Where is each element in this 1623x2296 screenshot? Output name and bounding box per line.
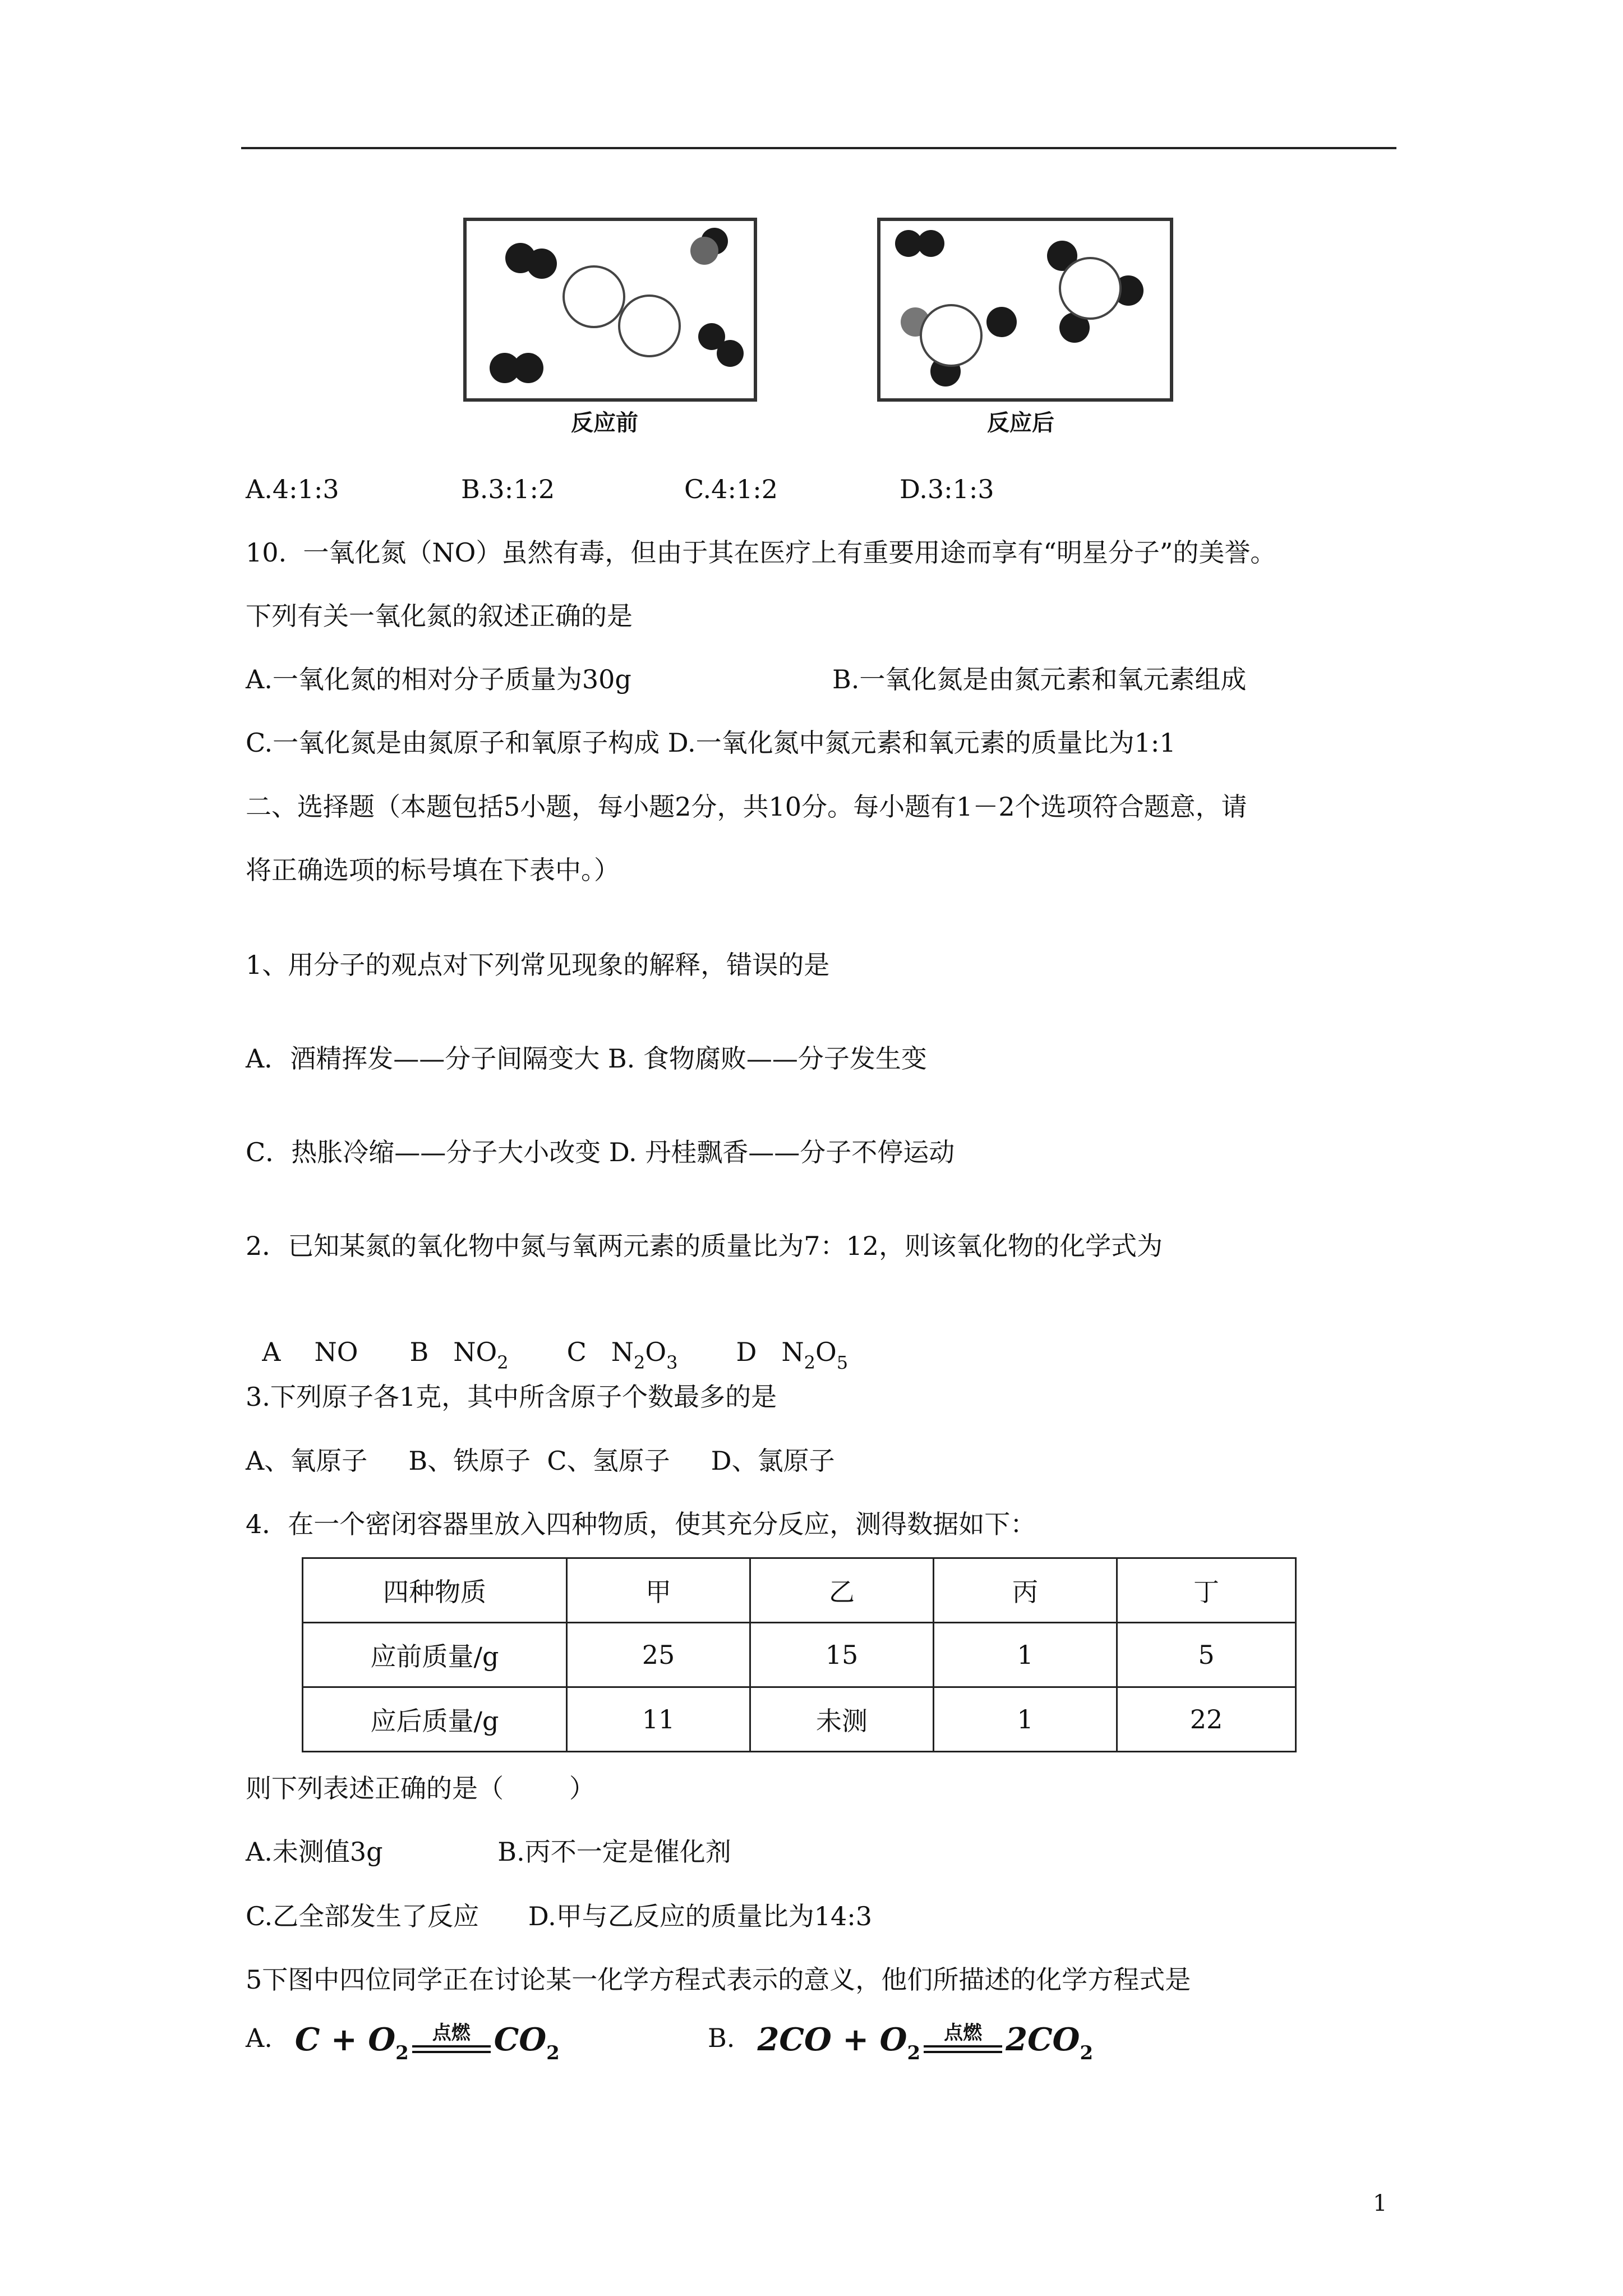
q10-option-a: A.一氧化氮的相对分子质量为30g xyxy=(246,664,631,694)
s5-stem: 5下图中四位同学正在讨论某一化学方程式表示的意义，他们所描述的化学方程式是 xyxy=(246,1964,1191,1995)
s2-c-label: C xyxy=(566,1337,587,1367)
diagram-after xyxy=(877,218,1173,402)
s3-stem: 3.下列原子各1克，其中所含原子个数最多的是 xyxy=(246,1382,777,1412)
s1-stem: 1、用分子的观点对下列常见现象的解释，错误的是 xyxy=(246,950,830,980)
s2-a-formula: NO xyxy=(314,1337,358,1367)
s1-options-cd: C．热胀冷缩——分子大小改变 D. 丹桂飘香——分子不停运动 xyxy=(246,1137,955,1167)
table-cell: 22 xyxy=(1117,1687,1296,1752)
caption-before: 反应前 xyxy=(571,410,638,436)
s5-a-equation: $C + O_2$ 点燃 $CO_2$ xyxy=(295,2021,560,2058)
section2-line2: 将正确选项的标号填在下表中。） xyxy=(246,855,620,885)
q10-option-cd: C.一氧化氮是由氮原子和氧原子构成 D.一氧化氮中氮元素和氧元素的质量比为1:1 xyxy=(246,728,1176,758)
table-header-cell: 四种物质 xyxy=(303,1558,567,1623)
q10-stem-line2: 下列有关一氧化氮的叙述正确的是 xyxy=(246,601,633,631)
s2-c-formula: $N_2O_3$ xyxy=(611,1337,678,1373)
s4-question: 则下列表述正确的是（ ） xyxy=(246,1773,595,1803)
table-header-cell: 丁 xyxy=(1117,1558,1296,1623)
s2-a-label: A xyxy=(262,1337,281,1367)
reaction-condition: 点燃 xyxy=(412,2019,491,2064)
s4-options-cd: C.乙全部发生了反应 D.甲与乙反应的质量比为14:3 xyxy=(246,1901,873,1931)
s5-option-a xyxy=(246,2019,560,2076)
q9-option-b: B.3:1:2 xyxy=(461,474,555,504)
header-rule xyxy=(241,147,1396,149)
s4-stem: 4．在一个密闭容器里放入四种物质，使其充分反应，测得数据如下： xyxy=(246,1509,1036,1539)
caption-after: 反应后 xyxy=(987,410,1054,436)
s4-options-ab: A.未测值3g B.丙不一定是催化剂 xyxy=(246,1837,731,1867)
s2-b-label: B xyxy=(409,1337,429,1367)
table-row xyxy=(303,1687,1296,1752)
s1-options-ab: A．酒精挥发——分子间隔变大 B. 食物腐败——分子发生变 xyxy=(246,1043,927,1074)
table-cell: 未测 xyxy=(750,1687,934,1752)
s4-data-table xyxy=(302,1557,1297,1752)
table-header-cell: 丙 xyxy=(934,1558,1117,1623)
table-header-row xyxy=(303,1558,1296,1623)
table-cell: 1 xyxy=(934,1623,1117,1687)
q9-option-c: C.4:1:2 xyxy=(684,474,778,504)
table-cell: 11 xyxy=(567,1687,750,1752)
s2-stem: 2．已知某氮的氧化物中氮与氧两元素的质量比为7：12，则该氧化物的化学式为 xyxy=(246,1231,1163,1261)
s5-option-b xyxy=(708,2019,1093,2076)
molecules-before-image xyxy=(467,221,754,398)
q10-stem-line1: 10. 一氧化氮（NO）虽然有毒，但由于其在医疗上有重要用途而享有“明星分子”的美誉。 xyxy=(246,537,1276,568)
q10-option-b: B.一氧化氮是由氮元素和氧元素组成 xyxy=(832,664,1247,694)
section2-line1: 二、选择题（本题包括5小题，每小题2分，共10分。每小题有1－2个选项符合题意，请 xyxy=(246,792,1247,822)
s5-b-equation: $2CO + O_2$ 点燃 $2CO_2$ xyxy=(757,2021,1093,2058)
table-cell: 应前质量/g xyxy=(303,1623,567,1687)
s5-a-label: A. xyxy=(246,2022,273,2053)
molecules-after-image xyxy=(880,221,1170,398)
table-cell: 25 xyxy=(567,1623,750,1687)
s2-d-formula: $N_2O_5$ xyxy=(781,1337,849,1373)
table-header-cell: 甲 xyxy=(567,1558,750,1623)
s2-options xyxy=(246,1301,848,1379)
table-header-cell: 乙 xyxy=(750,1558,934,1623)
s5-b-label: B. xyxy=(708,2022,735,2053)
diagram-before xyxy=(463,218,757,402)
table-cell: 15 xyxy=(750,1623,934,1687)
table-cell: 1 xyxy=(934,1687,1117,1752)
q9-option-a: A.4:1:3 xyxy=(246,474,339,504)
table-cell: 应后质量/g xyxy=(303,1687,567,1752)
s3-options: A、氧原子 B、铁原子 C、氢原子 D、氯原子 xyxy=(246,1446,835,1476)
table-row xyxy=(303,1623,1296,1687)
s2-b-formula: $NO_2$ xyxy=(453,1337,509,1373)
table-cell: 5 xyxy=(1117,1623,1296,1687)
reaction-condition: 点燃 xyxy=(924,2019,1002,2064)
q9-option-d: D.3:1:3 xyxy=(900,474,994,504)
s2-d-label: D xyxy=(736,1337,757,1367)
page-number: 1 xyxy=(1373,2191,1387,2216)
